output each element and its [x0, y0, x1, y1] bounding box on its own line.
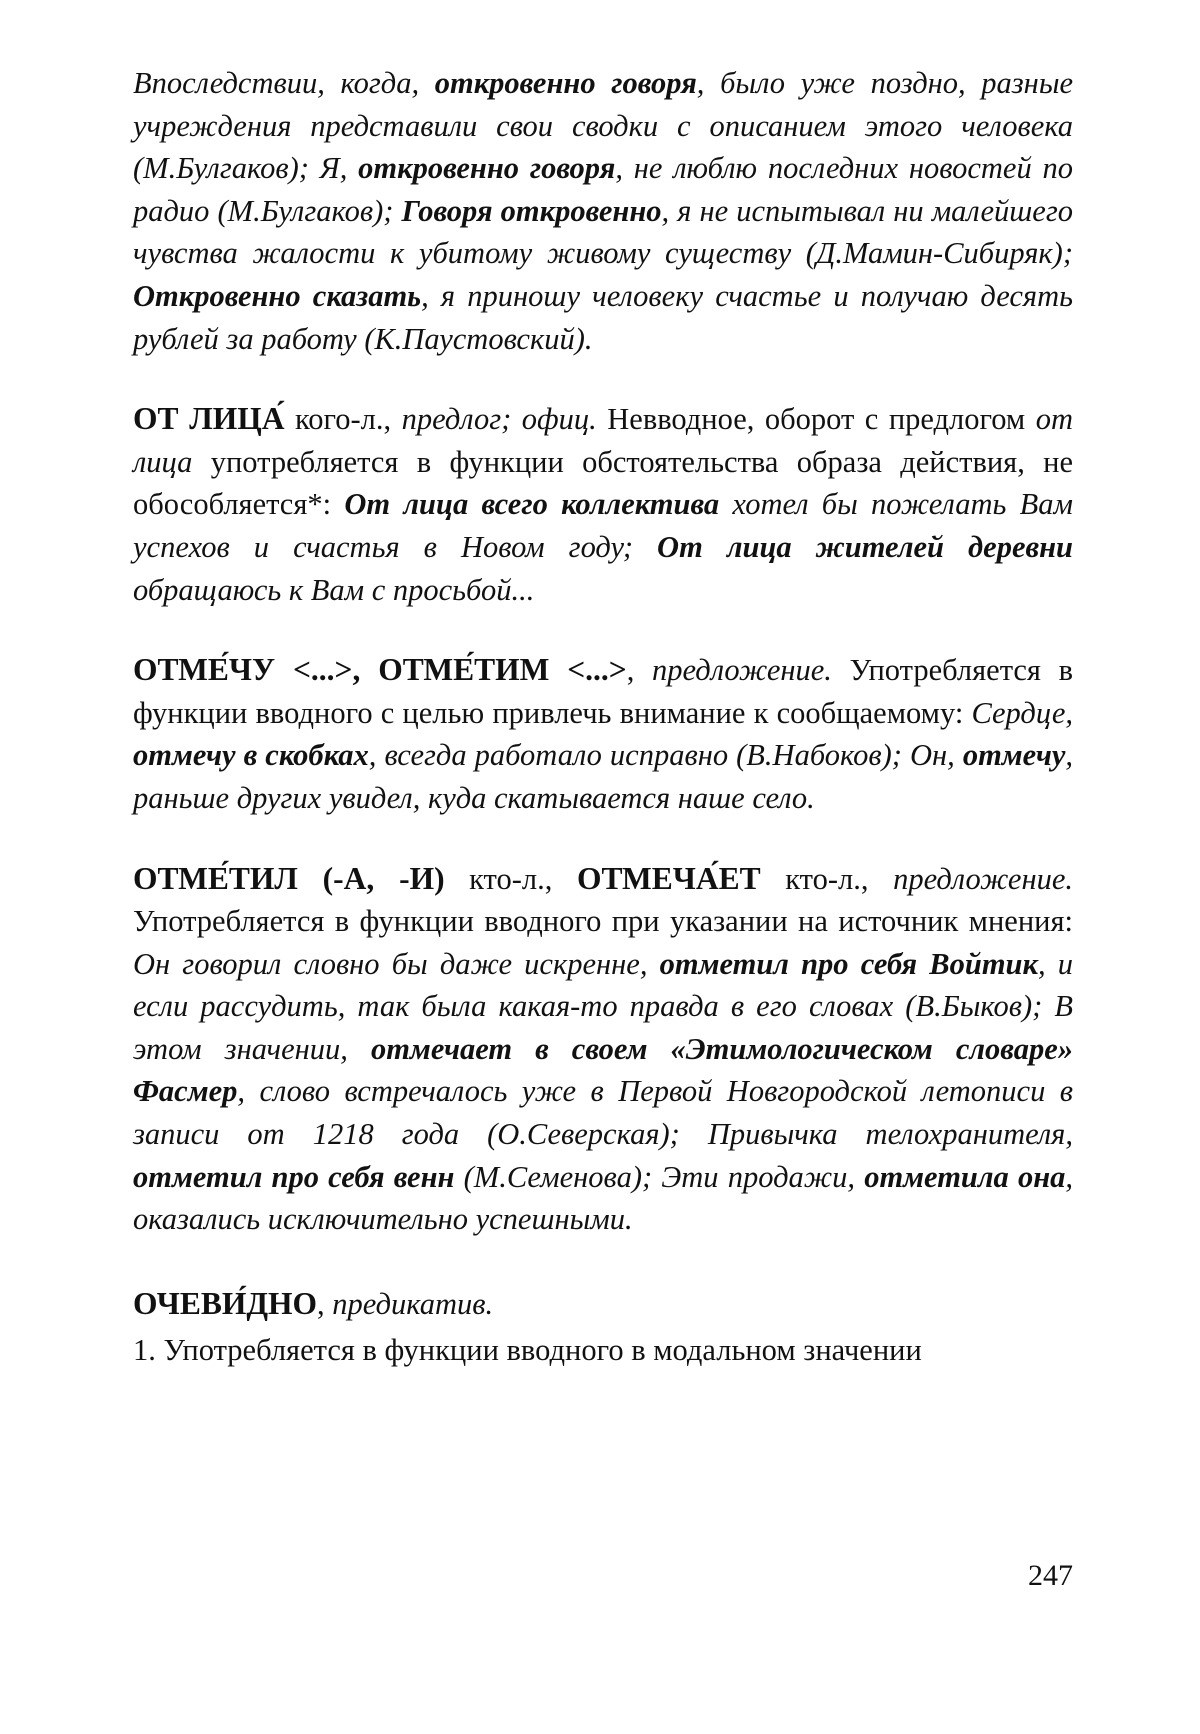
example-keyword: отметил про себя Войтик [660, 947, 1038, 981]
italic-text: Он говорил словно бы даже искренне, [133, 947, 660, 981]
italic-text: обращаюсь к Вам с просьбой... [133, 573, 534, 607]
plain-text: Употребляется в функции вводного при указании на источник мнения: [133, 904, 1073, 938]
example-keyword: откровенно говоря [435, 66, 697, 100]
entry-ochevidno-head [133, 1283, 1073, 1326]
example-keyword: отмечу [963, 738, 1066, 772]
dictionary-page [0, 0, 1200, 1734]
headword: ОТ ЛИЦА́ [133, 401, 284, 436]
entry-ochevidno-sense-1 [133, 1329, 1073, 1372]
example-keyword: От лица всего коллектива [344, 487, 719, 521]
headword: ОЧЕВИ́ДНО [133, 1286, 317, 1321]
entry-continuation [133, 62, 1073, 360]
plain-text: кто-л., [761, 862, 893, 896]
italic-text: , было уже поздно, разные учреждения представили свои сводки с описанием этого человека (М.Булгаков); Я, [133, 66, 1073, 185]
italic-text: предложение. [893, 862, 1073, 896]
plain-text: Употребляется в функции вводного с целью привлечь внимание к сообщаемому: [133, 653, 1073, 730]
italic-text: , всегда работало исправно (В.Набоков); Он, [369, 738, 963, 772]
italic-text: , и если рассудить, так была какая-то правда в его словах (В.Быков); В этом значении, [133, 947, 1073, 1066]
italic-text: Впоследствии, когда, [133, 66, 435, 100]
italic-text: , я не испытывал ни малейшего чувства жалости к убитому живому существу (Д.Мамин-Сибиряк); [133, 194, 1073, 271]
example-keyword: откровенно говоря [358, 151, 615, 185]
headword: ОТМЕ́ЧУ <...>, ОТМЕ́ТИМ <...> [133, 652, 627, 687]
plain-text: , [627, 653, 652, 687]
plain-text: 1. Употребляется в функции вводного в модальном значении [133, 1333, 922, 1367]
italic-text: , раньше других увидел, куда скатывается наше село. [133, 738, 1073, 815]
example-keyword: отмечу в скобках [133, 738, 369, 772]
example-keyword: отмечает в своем «Этимологическом словаре» Фасмер [133, 1032, 1073, 1109]
headword: ОТМЕЧА́ЕТ [577, 861, 761, 896]
entry-otmechu [133, 649, 1073, 819]
italic-text: предикатив. [332, 1287, 493, 1321]
italic-text: предлог; офиц. [402, 402, 597, 436]
example-keyword: отметил про себя венн [133, 1160, 454, 1194]
italic-text: , слово встречалось уже в Первой Новгородской летописи в записи от 1218 года (О.Северская); Привычка телохранителя, [133, 1074, 1073, 1151]
example-keyword: Говоря откровенно [401, 194, 661, 228]
text-column [133, 62, 1073, 1372]
italic-text: , оказались исключительно успешными. [133, 1160, 1073, 1237]
italic-text: хотел бы пожелать Вам успехов и счастья в Новом году; [133, 487, 1073, 564]
italic-text: , я приношу человеку счастье и получаю десять рублей за работу (К.Паустовский). [133, 279, 1073, 356]
example-keyword: отметила она [864, 1160, 1065, 1194]
example-keyword: Откровенно сказать [133, 279, 421, 313]
plain-text: Невводное, оборот с предлогом [597, 402, 1036, 436]
italic-text: Сердце, [971, 696, 1073, 730]
plain-text: кто-л., [445, 862, 577, 896]
plain-text: употребляется в функции обстоятельства образа действия, не обособляется*: [133, 445, 1073, 522]
italic-text: , не люблю последних новостей по радио (М.Булгаков); [133, 151, 1073, 228]
plain-text: кого-л., [284, 402, 401, 436]
entry-ot-litsa [133, 398, 1073, 611]
page-number: 247 [1028, 1558, 1073, 1594]
italic-text: от лица [133, 402, 1073, 479]
entry-otmetil [133, 858, 1073, 1241]
headword: ОТМЕ́ТИЛ (-А, -И) [133, 861, 445, 896]
example-keyword: От лица жителей деревни [657, 530, 1073, 564]
italic-text: предложение. [652, 653, 832, 687]
plain-text: , [317, 1287, 332, 1321]
italic-text: (М.Семенова); Эти продажи, [454, 1160, 864, 1194]
